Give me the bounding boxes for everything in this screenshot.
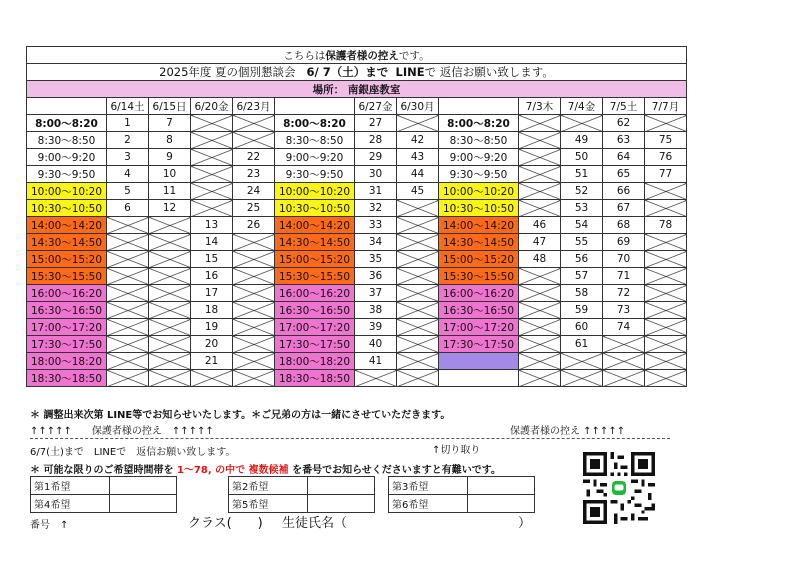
- unavailable-slot: [519, 302, 561, 319]
- unavailable-slot: [233, 302, 275, 319]
- unavailable-slot: [149, 217, 191, 234]
- unavailable-slot: [397, 302, 439, 319]
- unavailable-slot: [397, 115, 439, 132]
- unavailable-slot: [397, 217, 439, 234]
- unavailable-slot: [519, 336, 561, 353]
- unavailable-slot: [233, 115, 275, 132]
- unavailable-slot: [233, 285, 275, 302]
- time-slot-label: 18:30～18:50: [27, 370, 107, 387]
- time-slot-row: [27, 115, 687, 132]
- unavailable-slot: [645, 370, 687, 387]
- time-slot-label: 10:00～10:20: [439, 183, 519, 200]
- unavailable-slot: [107, 251, 149, 268]
- slot-number[interactable]: 10: [149, 166, 191, 183]
- unavailable-slot: [149, 353, 191, 370]
- wish-5-field[interactable]: [308, 495, 375, 513]
- unavailable-slot: [191, 115, 233, 132]
- time-slot-label: 15:30～15:50: [275, 268, 355, 285]
- number-label: 番号 ↑: [30, 520, 69, 531]
- time-slot-label: 16:00～16:20: [439, 285, 519, 302]
- time-slot-label: 9:30～9:50: [439, 166, 519, 183]
- time-slot-label: 18:30～18:50: [275, 370, 355, 387]
- student-name-close: ）: [518, 516, 532, 531]
- date-header: 6/15日: [149, 98, 191, 115]
- unavailable-slot: [519, 166, 561, 183]
- time-slot-label: 17:30～17:50: [439, 336, 519, 353]
- time-slot-label: 14:00～14:20: [439, 217, 519, 234]
- wish-table-left: [30, 476, 177, 513]
- unavailable-slot: [397, 319, 439, 336]
- schedule-table: [26, 46, 687, 387]
- unavailable-slot: [355, 370, 397, 387]
- unavailable-slot: [149, 302, 191, 319]
- note-adjust: ＊ 調整出来次第 LINE等でお知らせいたします。＊ご兄弟の方は一緒にさせていただきます。: [30, 410, 451, 421]
- time-slot-label: 14:30～14:50: [439, 234, 519, 251]
- wish-1-label: 第1希望: [31, 477, 110, 495]
- unavailable-slot: [397, 336, 439, 353]
- date-header: 6/30月: [397, 98, 439, 115]
- class-label: クラス( ): [188, 516, 263, 531]
- slot-number[interactable]: 63: [603, 132, 645, 149]
- unavailable-slot: [233, 268, 275, 285]
- time-slot-row: [27, 234, 687, 251]
- time-header-blank: [275, 98, 355, 115]
- time-slot-label: 14:30～14:50: [275, 234, 355, 251]
- time-slot-label: 8:30～8:50: [275, 132, 355, 149]
- slot-number[interactable]: 39: [355, 319, 397, 336]
- slot-number[interactable]: 42: [397, 132, 439, 149]
- slot-number[interactable]: 48: [519, 251, 561, 268]
- time-slot-label: 17:30～17:50: [27, 336, 107, 353]
- arrows-left: ↑↑↑↑↑ 保護者様の控え ↑↑↑↑↑: [30, 426, 214, 437]
- unavailable-slot: [561, 370, 603, 387]
- time-slot-row: [27, 217, 687, 234]
- unavailable-slot: [233, 251, 275, 268]
- unavailable-slot: [191, 149, 233, 166]
- date-header: 6/20金: [191, 98, 233, 115]
- unavailable-slot: [233, 319, 275, 336]
- slot-number[interactable]: 9: [149, 149, 191, 166]
- slot-number[interactable]: 38: [355, 302, 397, 319]
- cut-label: ↑切り取り: [432, 445, 481, 456]
- slot-number[interactable]: 78: [645, 217, 687, 234]
- unavailable-slot: [519, 353, 561, 370]
- slot-number[interactable]: 24: [233, 183, 275, 200]
- slot-number[interactable]: 73: [603, 302, 645, 319]
- time-slot-label: 15:30～15:50: [439, 268, 519, 285]
- slot-number[interactable]: 72: [603, 285, 645, 302]
- place-label: 場所： 南銀座教室: [27, 81, 687, 98]
- time-slot-label: 10:30～10:50: [439, 200, 519, 217]
- time-slot-row: [27, 302, 687, 319]
- unavailable-slot: [191, 200, 233, 217]
- slot-number[interactable]: 2: [107, 132, 149, 149]
- unavailable-slot: [645, 319, 687, 336]
- unavailable-slot: [603, 353, 645, 370]
- unavailable-slot: [519, 319, 561, 336]
- unavailable-slot: [107, 268, 149, 285]
- date-header-row: [27, 98, 687, 115]
- time-slot-label: [439, 370, 519, 387]
- slot-number[interactable]: 4: [107, 166, 149, 183]
- time-slot-label: 10:00～10:20: [27, 183, 107, 200]
- unavailable-slot: [519, 200, 561, 217]
- unavailable-slot: [645, 115, 687, 132]
- unavailable-slot: [191, 166, 233, 183]
- time-slot-label: 14:00～14:20: [27, 217, 107, 234]
- header-title-1: こちらは保護者様の控えです。: [27, 47, 687, 64]
- unavailable-slot: [645, 268, 687, 285]
- time-slot-label: 8:30～8:50: [27, 132, 107, 149]
- time-slot-row: [27, 353, 687, 370]
- unavailable-slot: [561, 353, 603, 370]
- slot-number[interactable]: 19: [191, 319, 233, 336]
- slot-number[interactable]: 37: [355, 285, 397, 302]
- slot-number[interactable]: 11: [149, 183, 191, 200]
- unavailable-slot: [645, 336, 687, 353]
- unavailable-slot: [149, 285, 191, 302]
- unavailable-slot: [519, 149, 561, 166]
- wish-4-field[interactable]: [110, 495, 177, 513]
- slot-number[interactable]: 69: [603, 234, 645, 251]
- slot-number[interactable]: 32: [355, 200, 397, 217]
- unavailable-slot: [233, 370, 275, 387]
- date-header: 7/3木: [519, 98, 561, 115]
- unavailable-slot: [107, 370, 149, 387]
- unavailable-slot: [107, 234, 149, 251]
- unavailable-slot: [233, 132, 275, 149]
- slot-number[interactable]: 21: [191, 353, 233, 370]
- time-slot-row: [27, 251, 687, 268]
- slot-number[interactable]: 55: [561, 234, 603, 251]
- time-slot-label: 10:30～10:50: [275, 200, 355, 217]
- slot-number[interactable]: 75: [645, 132, 687, 149]
- schedule-body: [27, 115, 687, 387]
- unavailable-slot: [233, 234, 275, 251]
- unavailable-slot: [519, 370, 561, 387]
- wish-2-field[interactable]: [308, 477, 375, 495]
- time-slot-label: 15:30～15:50: [27, 268, 107, 285]
- slot-number[interactable]: 14: [191, 234, 233, 251]
- student-name-label: 生徒氏名（: [282, 516, 348, 531]
- unavailable-slot: [645, 251, 687, 268]
- time-slot-label: 15:00～15:20: [275, 251, 355, 268]
- slot-number[interactable]: 40: [355, 336, 397, 353]
- slot-number[interactable]: 74: [603, 319, 645, 336]
- slot-number[interactable]: 25: [233, 200, 275, 217]
- unavailable-slot: [397, 353, 439, 370]
- unavailable-slot: [191, 370, 233, 387]
- slot-number[interactable]: 46: [519, 217, 561, 234]
- slot-number[interactable]: 44: [397, 166, 439, 183]
- unavailable-slot: [397, 285, 439, 302]
- header-row-2: [27, 64, 687, 81]
- slot-number[interactable]: 64: [603, 149, 645, 166]
- time-slot-label: 14:00～14:20: [275, 217, 355, 234]
- unavailable-slot: [645, 183, 687, 200]
- time-slot-label: 10:30～10:50: [27, 200, 107, 217]
- unavailable-slot: [603, 370, 645, 387]
- time-slot-label: 16:00～16:20: [27, 285, 107, 302]
- date-header: 7/5土: [603, 98, 645, 115]
- time-slot-label: 16:30～16:50: [275, 302, 355, 319]
- slot-number[interactable]: 28: [355, 132, 397, 149]
- unavailable-slot: [107, 302, 149, 319]
- unavailable-slot: [107, 336, 149, 353]
- slot-number[interactable]: 50: [561, 149, 603, 166]
- arrows-right: 保護者様の控え ↑↑↑↑↑: [510, 426, 626, 437]
- slot-number[interactable]: 51: [561, 166, 603, 183]
- header-row-1: [27, 47, 687, 64]
- unavailable-slot: [149, 251, 191, 268]
- slot-number[interactable]: 53: [561, 200, 603, 217]
- time-slot-label: 10:00～10:20: [275, 183, 355, 200]
- unavailable-slot: [107, 319, 149, 336]
- unavailable-slot: [149, 370, 191, 387]
- unavailable-slot: [397, 370, 439, 387]
- wish-2-label: 第2希望: [229, 477, 308, 495]
- slot-number[interactable]: 52: [561, 183, 603, 200]
- time-slot-row: [27, 149, 687, 166]
- wish-3-label: 第3希望: [389, 477, 468, 495]
- cut-line: [30, 438, 670, 439]
- time-slot-label: 9:00～9:20: [275, 149, 355, 166]
- unavailable-slot: [149, 336, 191, 353]
- time-slot-label: 16:30～16:50: [27, 302, 107, 319]
- time-slot-label: 16:00～16:20: [275, 285, 355, 302]
- slot-number[interactable]: 18: [191, 302, 233, 319]
- time-slot-row: [27, 336, 687, 353]
- slot-number[interactable]: 1: [107, 115, 149, 132]
- footer: [30, 512, 630, 532]
- unavailable-slot: [107, 353, 149, 370]
- time-slot-row: [27, 268, 687, 285]
- slot-number[interactable]: 16: [191, 268, 233, 285]
- place-row: [27, 81, 687, 98]
- slot-number[interactable]: 66: [603, 183, 645, 200]
- slot-number[interactable]: 47: [519, 234, 561, 251]
- corner-cell: [27, 98, 107, 115]
- slot-number[interactable]: 29: [355, 149, 397, 166]
- unavailable-slot: [233, 353, 275, 370]
- slot-number[interactable]: 36: [355, 268, 397, 285]
- unavailable-slot: [519, 183, 561, 200]
- slot-number[interactable]: 77: [645, 166, 687, 183]
- wish-3-field[interactable]: [468, 477, 535, 495]
- slot-number[interactable]: 60: [561, 319, 603, 336]
- time-slot-label: 18:00～18:20: [27, 353, 107, 370]
- unavailable-slot: [603, 336, 645, 353]
- time-slot-label: 17:00～17:20: [439, 319, 519, 336]
- unavailable-slot: [645, 353, 687, 370]
- time-slot-row: [27, 285, 687, 302]
- slot-number[interactable]: 61: [561, 336, 603, 353]
- time-slot-row: [27, 319, 687, 336]
- unavailable-slot: [107, 217, 149, 234]
- slot-number[interactable]: 13: [191, 217, 233, 234]
- time-slot-label: 17:30～17:50: [275, 336, 355, 353]
- slot-number[interactable]: 27: [355, 115, 397, 132]
- unavailable-slot: [645, 200, 687, 217]
- slot-number[interactable]: 8: [149, 132, 191, 149]
- time-slot-label: 8:30～8:50: [439, 132, 519, 149]
- slot-number[interactable]: 68: [603, 217, 645, 234]
- unavailable-slot: [397, 268, 439, 285]
- unavailable-slot: [149, 319, 191, 336]
- time-slot-row: [27, 370, 687, 387]
- unavailable-slot: [645, 234, 687, 251]
- slot-number[interactable]: 67: [603, 200, 645, 217]
- time-slot-label: 9:00～9:20: [27, 149, 107, 166]
- header-title-2: 2025年度 夏の個別懇談会 6/ 7（土）まで LINEで 返信お願い致します。: [27, 64, 687, 81]
- slot-number[interactable]: 34: [355, 234, 397, 251]
- unavailable-slot: [149, 234, 191, 251]
- wish-4-label: 第4希望: [31, 495, 110, 513]
- time-slot-label: 15:00～15:20: [439, 251, 519, 268]
- date-header: 7/4金: [561, 98, 603, 115]
- slot-number[interactable]: 43: [397, 149, 439, 166]
- slot-number[interactable]: 30: [355, 166, 397, 183]
- time-slot-label: 8:00～8:20: [275, 115, 355, 132]
- slot-number[interactable]: 20: [191, 336, 233, 353]
- time-slot-label: 16:30～16:50: [439, 302, 519, 319]
- slot-number[interactable]: 5: [107, 183, 149, 200]
- unavailable-slot: [645, 302, 687, 319]
- time-slot-row: [27, 183, 687, 200]
- time-slot-label: 18:00～18:20: [275, 353, 355, 370]
- unavailable-slot: [191, 183, 233, 200]
- slot-number[interactable]: 12: [149, 200, 191, 217]
- slot-number[interactable]: 45: [397, 183, 439, 200]
- slot-number[interactable]: 6: [107, 200, 149, 217]
- slot-number[interactable]: 49: [561, 132, 603, 149]
- slot-number[interactable]: 58: [561, 285, 603, 302]
- slot-number[interactable]: 31: [355, 183, 397, 200]
- slot-number[interactable]: 57: [561, 268, 603, 285]
- slot-number[interactable]: 76: [645, 149, 687, 166]
- wish-5-label: 第5希望: [229, 495, 308, 513]
- time-slot-label: 17:00～17:20: [27, 319, 107, 336]
- slot-number[interactable]: 35: [355, 251, 397, 268]
- slot-number[interactable]: 33: [355, 217, 397, 234]
- schedule-sheet: [26, 46, 687, 387]
- time-slot-label: [439, 353, 519, 370]
- wish-1-field[interactable]: [110, 477, 177, 495]
- date-header: 6/27金: [355, 98, 397, 115]
- slot-number[interactable]: 15: [191, 251, 233, 268]
- time-slot-label: 9:30～9:50: [27, 166, 107, 183]
- wish-6-label: 第6希望: [389, 495, 468, 513]
- qr-code-icon[interactable]: [583, 452, 655, 524]
- slot-number[interactable]: 26: [233, 217, 275, 234]
- time-slot-label: 8:00～8:20: [27, 115, 107, 132]
- note-wish: ＊ 可能な限りのご希望時間帯を 1～78, の中で 複数候補 を番号でお知らせくださいますと有難いです。: [30, 465, 501, 476]
- deadline-note: 6/7(土)まで LINEで 返信お願い致します。: [30, 447, 236, 458]
- time-slot-row: [27, 166, 687, 183]
- unavailable-slot: [149, 268, 191, 285]
- time-slot-label: 17:00～17:20: [275, 319, 355, 336]
- unavailable-slot: [519, 132, 561, 149]
- time-header-blank: [439, 98, 519, 115]
- wish-table-right: [388, 476, 535, 513]
- unavailable-slot: [397, 251, 439, 268]
- unavailable-slot: [645, 285, 687, 302]
- slot-number[interactable]: 71: [603, 268, 645, 285]
- unavailable-slot: [519, 115, 561, 132]
- slot-number[interactable]: 17: [191, 285, 233, 302]
- unavailable-slot: [191, 132, 233, 149]
- slot-number[interactable]: 23: [233, 166, 275, 183]
- time-slot-row: [27, 132, 687, 149]
- slot-number[interactable]: 54: [561, 217, 603, 234]
- time-slot-row: [27, 200, 687, 217]
- time-slot-label: 9:30～9:50: [275, 166, 355, 183]
- unavailable-slot: [233, 336, 275, 353]
- slot-number[interactable]: 70: [603, 251, 645, 268]
- date-header: 6/14土: [107, 98, 149, 115]
- slot-number[interactable]: 41: [355, 353, 397, 370]
- time-slot-label: 8:00～8:20: [439, 115, 519, 132]
- unavailable-slot: [519, 268, 561, 285]
- wish-table-mid: [228, 476, 375, 513]
- slot-number[interactable]: 3: [107, 149, 149, 166]
- slot-number[interactable]: 56: [561, 251, 603, 268]
- slot-number[interactable]: 59: [561, 302, 603, 319]
- unavailable-slot: [519, 285, 561, 302]
- unavailable-slot: [397, 234, 439, 251]
- unavailable-slot: [561, 115, 603, 132]
- time-slot-label: 15:00～15:20: [27, 251, 107, 268]
- date-header: 6/23月: [233, 98, 275, 115]
- slot-number[interactable]: 22: [233, 149, 275, 166]
- unavailable-slot: [107, 285, 149, 302]
- slot-number[interactable]: 62: [603, 115, 645, 132]
- date-header: 7/7月: [645, 98, 687, 115]
- wish-6-field[interactable]: [468, 495, 535, 513]
- slot-number[interactable]: 65: [603, 166, 645, 183]
- slot-number[interactable]: 7: [149, 115, 191, 132]
- time-slot-label: 14:30～14:50: [27, 234, 107, 251]
- unavailable-slot: [397, 200, 439, 217]
- time-slot-label: 9:00～9:20: [439, 149, 519, 166]
